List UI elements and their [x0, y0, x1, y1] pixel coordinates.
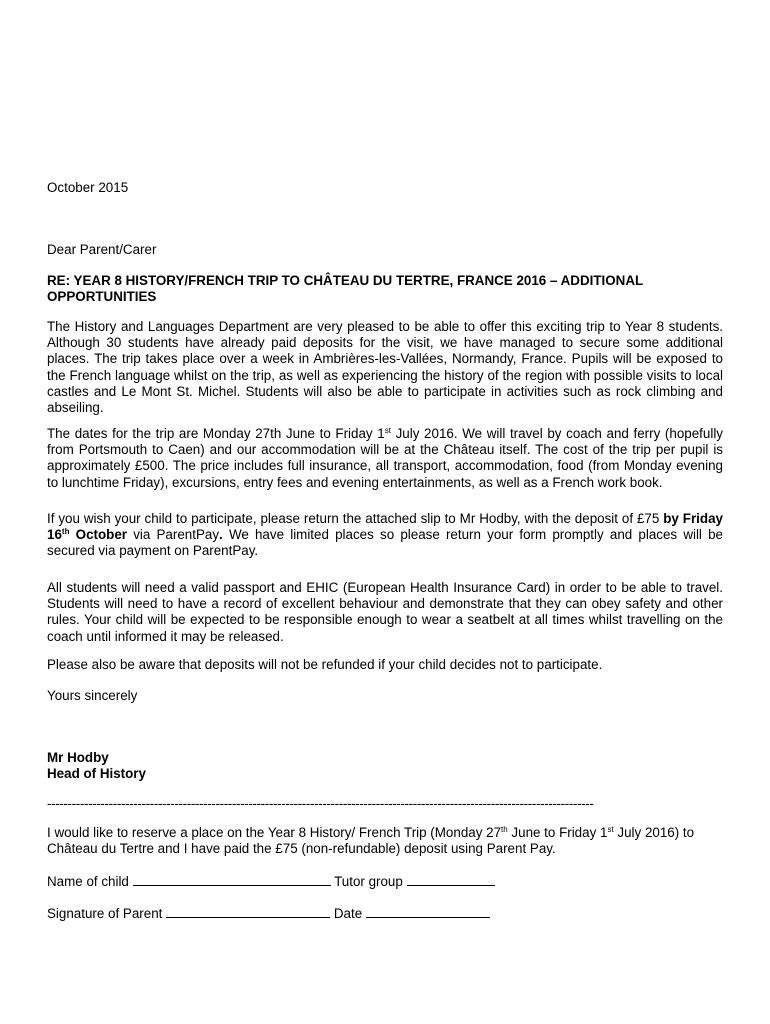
signature-field[interactable] [166, 905, 330, 918]
paragraph-intro: The History and Languages Department are very pleased to be able to offer this exciting trip to Year 8 students. Although 30 students have already paid deposits for the visit, we have managed to secure some additional places. The trip takes place over a week in Ambrières-les-Vallées, Normandy, France. Pupils will be exposed to the French language whilst on the trip, as well as experiencing the history of the region with possible visits to local castles and Le Mont St. Michel. Students will also be able to participate in activities such as rock climbing and abseiling. [47, 319, 723, 416]
paragraph-dates-cost: The dates for the trip are Monday 27th June to Friday 1st July 2016. We will travel by coach and ferry (hopefully from Portsmouth to Caen) and our accommodation will be at the Château itself. The cost of the trip per pupil is approximately £500. The price includes full insurance, all transport, accommodation, food (from Monday evening to lunchtime Friday), excursions, entry fees and evening entertainments, as well as a French work book. [47, 426, 723, 490]
salutation: Dear Parent/Carer [47, 242, 157, 257]
subject-line: RE: YEAR 8 HISTORY/FRENCH TRIP TO CHÂTEAU DU TERTRE, FRANCE 2016 – ADDITIONAL OPPORTUNITIES [47, 273, 643, 305]
signature-row [47, 905, 723, 922]
letter-date: October 2015 [47, 180, 129, 195]
signatory-title: Head of History [47, 766, 146, 781]
name-of-child-field[interactable] [133, 873, 331, 886]
closing: Yours sincerely [47, 688, 138, 703]
tutor-group-label: Tutor group [334, 874, 403, 889]
paragraph-deposit: If you wish your child to participate, please return the attached slip to Mr Hodby, with the deposit of £75 by Friday 16th October via ParentPay. We have limited places so please return your form promptly and places will be secured via payment on ParentPay. [47, 511, 723, 559]
reply-slip-text: I would like to reserve a place on the Year 8 History/ French Trip (Monday 27th June to Friday 1st July 2016) to Château du Tertre and I have paid the £75 (non-refundable) deposit using Parent Pay. [47, 825, 695, 857]
signatory-name: Mr Hodby [47, 750, 109, 765]
paragraph-requirements: All students will need a valid passport and EHIC (European Health Insurance Card) in order to be able to travel. Students will need to have a record of excellent behaviour and demonstrate that they can obey safety and other rules. Your child will be expected to be responsible enough to wear a seatbelt at all times whilst travelling on the coach until informed it may be released. [47, 580, 723, 644]
date-field[interactable] [366, 905, 490, 918]
date-label: Date [333, 906, 363, 921]
name-of-child-label: Name of child [47, 874, 129, 889]
signature-label: Signature of Parent [47, 906, 163, 921]
paragraph-refund: Please also be aware that deposits will not be refunded if your child decides not to participate. [47, 657, 603, 672]
cut-line: ------------------------------------------------------------------------------------------------------------------------------------- [47, 796, 594, 811]
child-name-row [47, 873, 723, 890]
tutor-group-field[interactable] [407, 873, 495, 886]
